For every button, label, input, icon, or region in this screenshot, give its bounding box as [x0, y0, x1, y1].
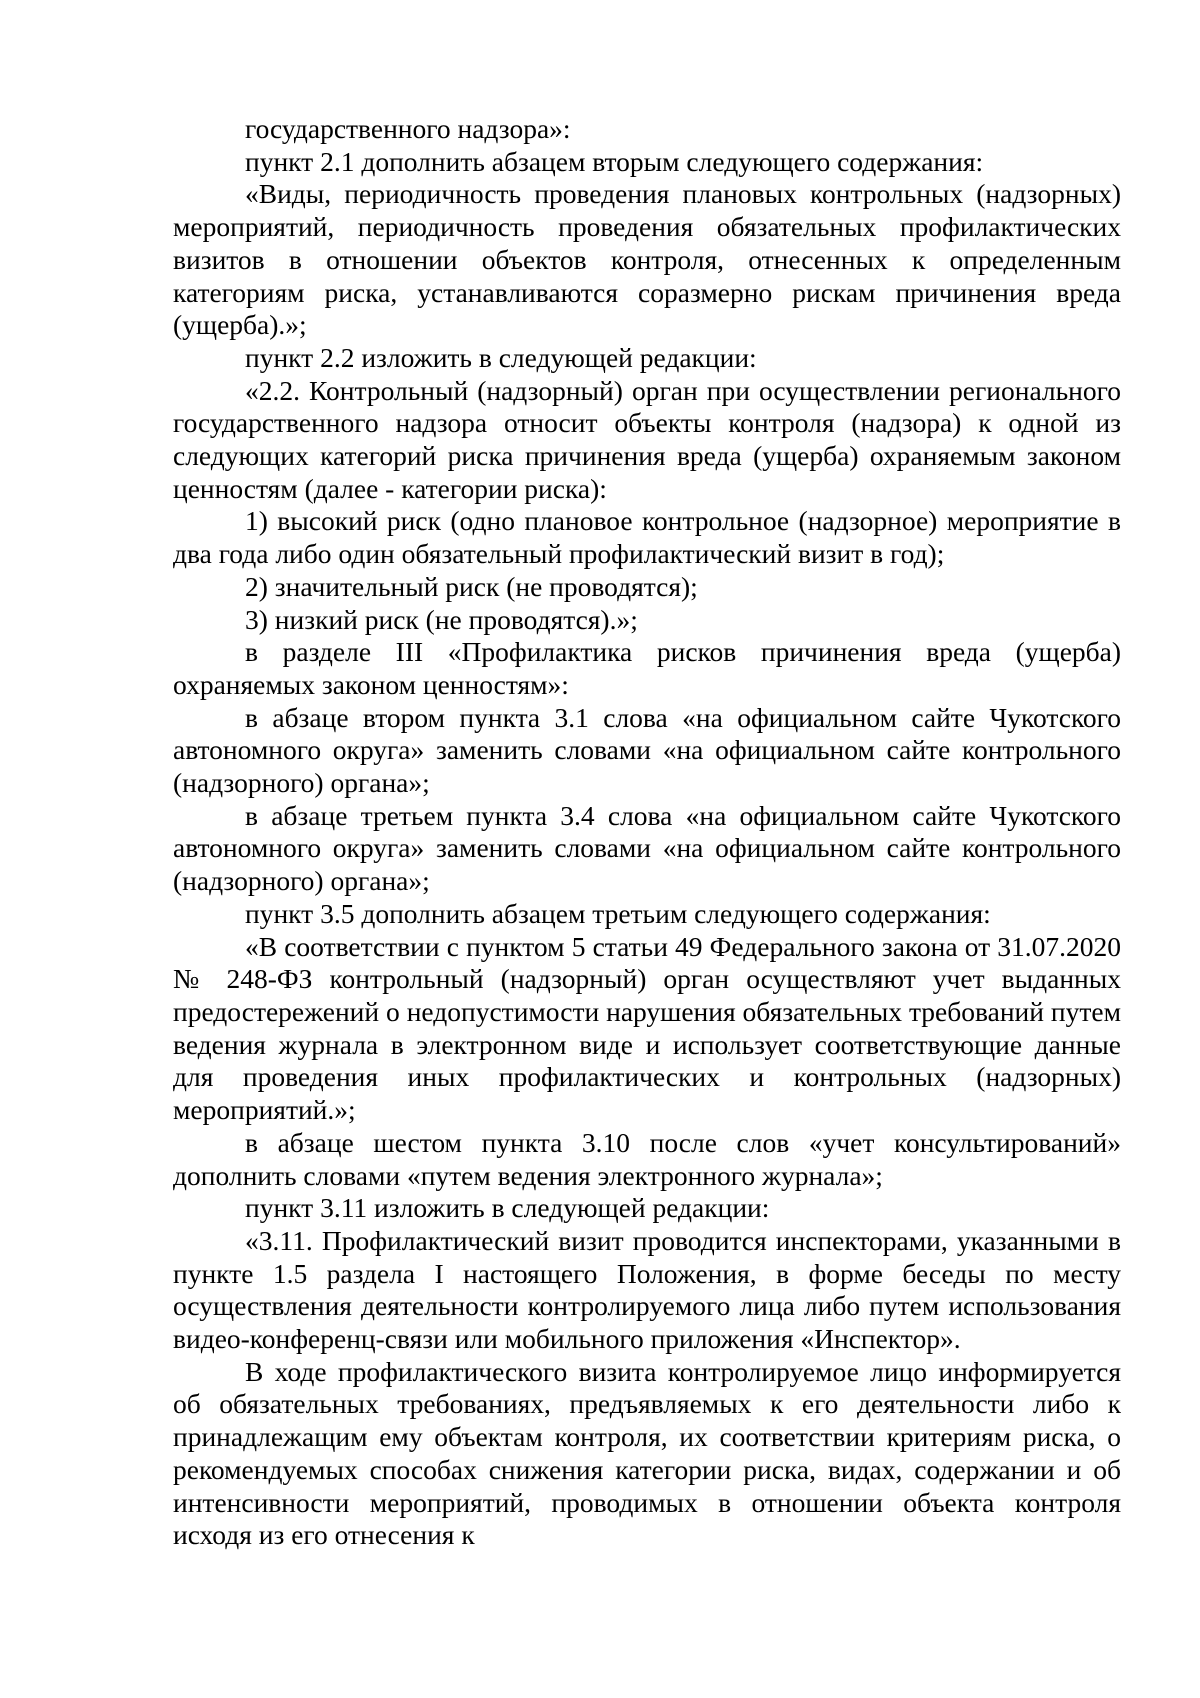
- document-body: [173, 113, 1121, 1552]
- paragraph-12: «В соответствии с пунктом 5 статьи 49 Федерального закона от 31.07.2020 № 248-ФЗ контрольный (надзорный) орган осуществляют учет выданных предостережений о недопустимости нарушения обязательных требований путем ведения журнала в электронном виде и использует соответствующие данные для проведения иных профилактических и контрольных (надзорных) мероприятий.»;: [173, 930, 1121, 1126]
- paragraph-0: государственного надзора»:: [245, 113, 571, 144]
- paragraph-3: пункт 2.2 изложить в следующей редакции:: [245, 341, 757, 373]
- paragraph-14: пункт 3.11 изложить в следующей редакции:: [245, 1192, 770, 1224]
- paragraph-5: 1) высокий риск (одно плановое контрольное (надзорное) мероприятие в два года либо один обязательный профилактический визит в год);: [173, 505, 1121, 570]
- paragraph-10: в абзаце третьем пункта 3.4 слова «на официальном сайте Чукотского автономного округа» заменить словами «на официальном сайте контрольного (надзорного) органа»;: [173, 799, 1121, 897]
- paragraph-4: «2.2. Контрольный (надзорный) орган при осуществлении регионального государственного надзора относит объекты контроля (надзора) к одной из следующих категорий риска причинения вреда (ущерба) охраняемым законом ценностям (далее - категории риска):: [173, 374, 1121, 504]
- paragraph-2: «Виды, периодичность проведения плановых контрольных (надзорных) мероприятий, периодичность проведения обязательных профилактических визитов в отношении объектов контроля, отнесенных к определенным категориям риска, устанавливаются соразмерно рискам причинения вреда (ущерба).»;: [173, 178, 1121, 341]
- paragraph-9: в абзаце втором пункта 3.1 слова «на официальном сайте Чукотского автономного округа» заменить словами «на официальном сайте контрольного (надзорного) органа»;: [173, 701, 1121, 799]
- paragraph-7: 3) низкий риск (не проводятся).»;: [245, 603, 638, 635]
- paragraph-13: в абзаце шестом пункта 3.10 после слов «учет консультирований» дополнить словами «путем ведения электронного журнала»;: [173, 1126, 1121, 1191]
- paragraph-6: 2) значительный риск (не проводятся);: [245, 570, 698, 602]
- paragraph-15: «3.11. Профилактический визит проводится инспекторами, указанными в пункте 1.5 раздела I настоящего Положения, в форме беседы по месту осуществления деятельности контролируемого лица либо путем использования видео-конференц-связи или мобильного приложения «Инспектор».: [173, 1224, 1121, 1355]
- paragraph-1: пункт 2.1 дополнить абзацем вторым следующего содержания:: [245, 145, 984, 177]
- paragraph-16: В ходе профилактического визита контролируемое лицо информируется об обязательных требованиях, предъявляемых к его деятельности либо к принадлежащим ему объектам контроля, их соответствии критериям риска, о рекомендуемых способах снижения категории риска, видах, содержании и об интенсивности мероприятий, проводимых в отношении объекта контроля исходя из его отнесения к: [173, 1355, 1121, 1551]
- paragraph-11: пункт 3.5 дополнить абзацем третьим следующего содержания:: [245, 897, 991, 929]
- paragraph-8: в разделе III «Профилактика рисков причинения вреда (ущерба) охраняемых законом ценностям»:: [173, 636, 1121, 700]
